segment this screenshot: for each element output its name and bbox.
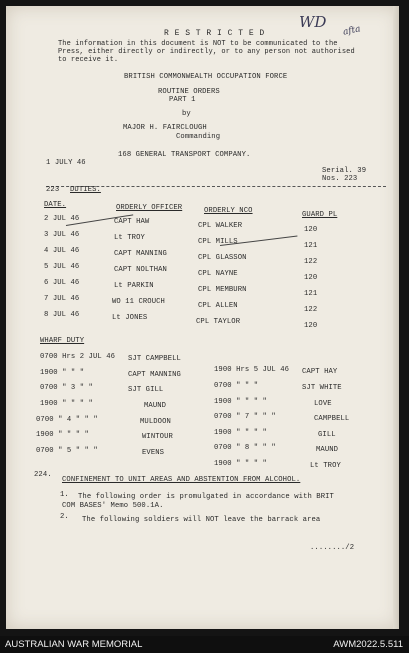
classification-marking: R E S T R I C T E D — [164, 29, 265, 38]
wharf-time: 1900 " " " " — [214, 398, 267, 406]
duty-guard: 122 — [304, 258, 318, 266]
duty-guard: 120 — [304, 322, 318, 330]
archive-reference: AWM2022.5.511 — [333, 639, 403, 650]
column-header-nco: ORDERLY NCO — [204, 207, 253, 215]
notice-line-2: Press, either directly or indirectly, or to any person not authorised — [58, 48, 355, 56]
wharf-time: 1900 Hrs 5 JUL 46 — [214, 366, 290, 374]
archive-source: AUSTRALIAN WAR MEMORIAL — [5, 639, 143, 650]
duty-nco: CPL WALKER — [198, 222, 243, 230]
handwritten-note: afta — [342, 24, 362, 38]
duties-section-number: 223 — [46, 186, 60, 194]
wharf-time: 1900 " " " " — [214, 429, 267, 437]
wharf-name: SJT WHITE — [302, 384, 342, 392]
duty-officer: CAPT MANNING — [114, 250, 167, 258]
notice-line-3: to receive it. — [58, 56, 119, 64]
duty-guard: 121 — [304, 290, 318, 298]
unit-name: 168 GENERAL TRANSPORT COMPANY. — [118, 151, 251, 159]
duty-officer: CAPT NOLTHAN — [114, 266, 167, 274]
column-header-officer: ORDERLY OFFICER — [116, 204, 183, 212]
duty-guard: 120 — [304, 226, 318, 234]
confinement-section-number: 224. — [34, 471, 52, 479]
commanding-role: Commanding — [176, 133, 221, 141]
wharf-heading: WHARF DUTY — [40, 337, 85, 345]
duty-guard: 120 — [304, 274, 318, 282]
wharf-name: SJT CAMPBELL — [128, 355, 181, 363]
wharf-time: 1900 " " " " — [214, 460, 267, 468]
duty-nco: CPL MILLS — [198, 238, 238, 246]
duty-officer: Lt JONES — [112, 314, 148, 322]
duty-nco: CPL ALLEN — [198, 302, 238, 310]
wharf-name: CAMPBELL — [314, 415, 350, 423]
wharf-time: 0700 Hrs 2 JUL 46 — [40, 353, 116, 361]
duty-guard: 121 — [304, 242, 318, 250]
duties-heading: DUTIES. — [70, 186, 101, 194]
wharf-time: 1900 " " " — [40, 369, 85, 377]
wharf-name: LOVE — [314, 400, 332, 408]
order-numbers: Nos. 223 — [322, 175, 358, 183]
duty-date: 3 JUL 46 — [44, 231, 80, 239]
wharf-time: 0700 " 4 " " " — [36, 416, 98, 424]
duty-date: 7 JUL 46 — [44, 295, 80, 303]
item-1-number: 1. — [60, 491, 69, 499]
wharf-name: MULDOON — [140, 418, 171, 426]
duty-date: 5 JUL 46 — [44, 263, 80, 271]
duty-nco: CPL TAYLOR — [196, 318, 241, 326]
wharf-name: MAUND — [144, 402, 167, 410]
wharf-name: MAUND — [316, 446, 339, 454]
duty-date: 2 JUL 46 — [44, 215, 80, 223]
duty-officer: Lt PARKIN — [114, 282, 154, 290]
duty-date: 6 JUL 46 — [44, 279, 80, 287]
wharf-time: 1900 " " " " — [40, 400, 93, 408]
document-page — [6, 6, 399, 629]
order-date: 1 JULY 46 — [46, 159, 86, 167]
wharf-name: Lt TROY — [310, 462, 341, 470]
duty-guard: 122 — [304, 306, 318, 314]
column-header-guard: GUARD PL — [302, 211, 338, 219]
duty-nco: CPL MEMBURN — [198, 286, 247, 294]
confinement-heading: CONFINEMENT TO UNIT AREAS AND ABSTENTION FROM ALCOHOL. — [62, 476, 301, 484]
item-2-number: 2. — [60, 513, 69, 521]
serial-number: Serial. 39 — [322, 167, 367, 175]
wharf-time: 0700 " " " — [214, 382, 259, 390]
wharf-name: GILL — [318, 431, 336, 439]
duty-officer: CAPT HAW — [114, 218, 150, 226]
wharf-time: 0700 " 3 " " — [40, 384, 93, 392]
duty-nco: CPL GLASSON — [198, 254, 247, 262]
commanding-officer: MAJOR H. FAIRCLOUGH — [123, 124, 207, 132]
wharf-name: CAPT MANNING — [128, 371, 181, 379]
duty-officer: Lt TROY — [114, 234, 145, 242]
page-edge — [393, 6, 399, 629]
wharf-name: EVENS — [142, 449, 165, 457]
item-1-line-2: COM BASES' Memo 500.1A. — [62, 502, 164, 510]
item-1-line-1: The following order is promulgated in accordance with BRIT — [78, 493, 334, 501]
orders-part: PART 1 — [169, 96, 196, 104]
duty-nco: CPL NAYNE — [198, 270, 238, 278]
wharf-name: CAPT HAY — [302, 368, 338, 376]
wharf-time: 0700 " 7 " " " — [214, 413, 276, 421]
continuation-mark: ......../2 — [310, 544, 355, 552]
item-2-line-1: The following soldiers will NOT leave the barrack area — [82, 516, 321, 524]
wharf-name: WINTOUR — [142, 433, 173, 441]
wharf-time: 0700 " 8 " " " — [214, 444, 276, 452]
column-header-date: DATE. — [44, 201, 67, 209]
wharf-time: 0700 " 5 " " " — [36, 447, 98, 455]
handwritten-initials: WD — [299, 13, 327, 31]
duty-officer: WO 11 CROUCH — [112, 298, 165, 306]
orders-title: ROUTINE ORDERS — [158, 88, 220, 96]
archive-footer — [0, 636, 409, 653]
duty-date: 8 JUL 46 — [44, 311, 80, 319]
wharf-name: SJT GILL — [128, 386, 164, 394]
wharf-time: 1900 " " " " — [36, 431, 89, 439]
by-label: by — [182, 110, 191, 118]
organisation-title: BRITISH COMMONWEALTH OCCUPATION FORCE — [124, 73, 288, 81]
notice-line-1: The information in this document is NOT to be communicated to the — [58, 40, 338, 48]
duty-date: 4 JUL 46 — [44, 247, 80, 255]
